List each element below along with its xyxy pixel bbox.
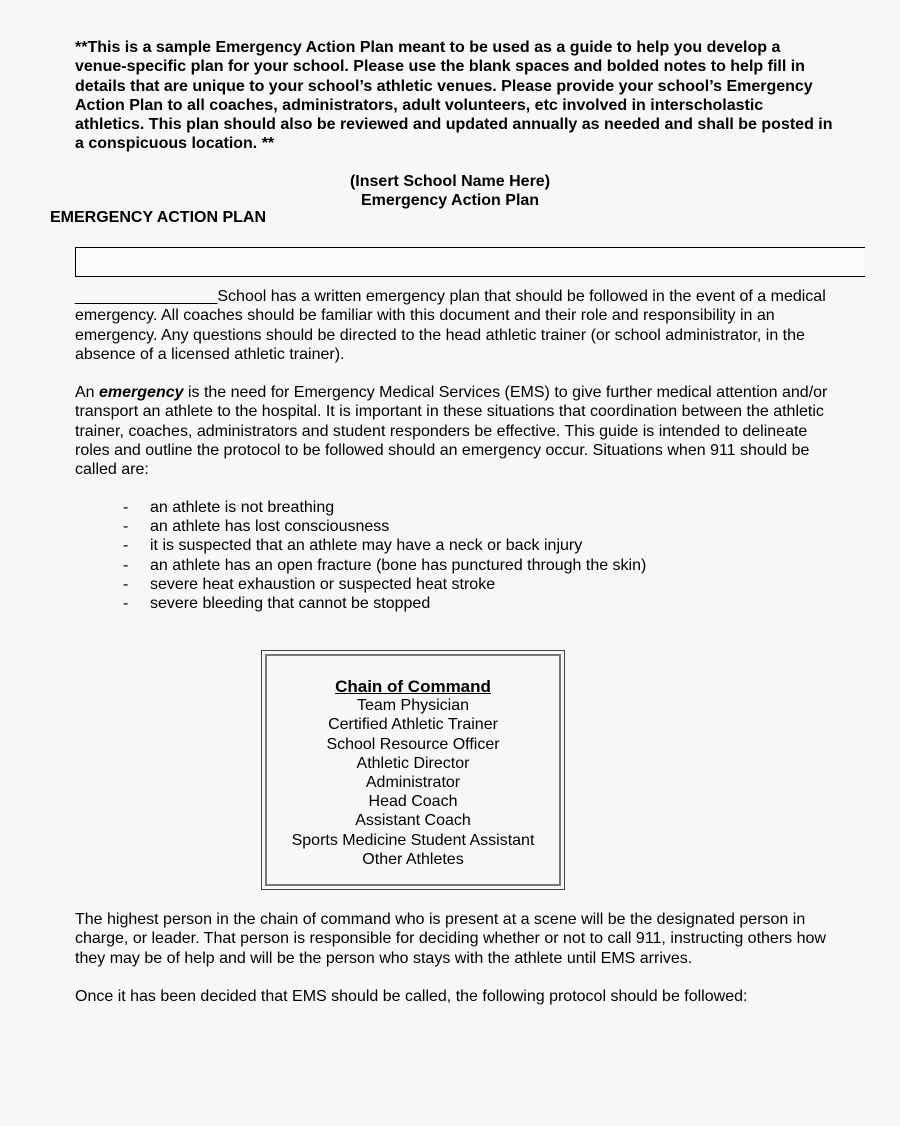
emergency-term: emergency [99,384,184,401]
bullet-dash: - [123,537,129,555]
list-item: - severe heat exhaustion or suspected heat stroke [123,575,496,593]
list-item: - an athlete is not breathing [123,499,335,516]
list-item: Athletic Director [356,754,470,772]
bullet-dash: - [123,499,129,516]
section-heading: EMERGENCY ACTION PLAN [50,209,267,226]
intro-note: **This is a sample Emergency Action Plan meant to be used as a guide to help you develop a venue-specific plan for your school. Please use the blank spaces and bolded notes to help fill in details that are unique to your school’s athletic venues. Please provide your school’s Emergency Action Plan to all coaches, administrators, adult volunteers, etc involved in interscholastic athletics. This plan should also be reviewed and updated annually as needed and shall be posted in a conspicuous location. ** [75,39,833,153]
plan-title: Emergency Action Plan [360,192,540,210]
chain-of-command-box [261,650,565,890]
school-name-placeholder: (Insert School Name Here) [349,173,551,190]
list-item: Head Coach [368,793,458,811]
list-item: Other Athletes [362,850,464,868]
paragraph-protocol-intro: Once it has been decided that EMS should be called, the following protocol should be followed: [75,988,748,1005]
list-item: Team Physician [356,697,470,715]
paragraph-text: is the need for Emergency Medical Services (EMS) to give further medical attention and/or transport an athlete to the hospital. It is important in these situations that coordination between the athletic trainer, coaches, administrators and student responders be effective. This guide is intended to delineate roles and outline the protocol to be followed should an emergency occur. Situations when 911 should be called are: [75,384,828,479]
bullet-dash: - [123,518,129,536]
paragraph-lead: An [75,384,100,401]
paragraph-written-plan [75,287,835,364]
chain-of-command-title: Chain of Command [335,677,491,696]
list-item: Certified Athletic Trainer [328,716,498,734]
bullet-dash: - [123,575,129,593]
situations-list [123,498,646,613]
paragraph-designated-leader: The highest person in the chain of command who is present at a scene will be the designated person in charge, or leader. That person is responsible for deciding whether or not to call 911, instructing others how they may be of help and will be the person who stays with the athlete until EMS arrives. [75,911,826,967]
list-item: - severe bleeding that cannot be stopped [123,595,431,613]
list-item: - an athlete has an open fracture (bone has punctured through the skin) [123,556,647,574]
list-item: Assistant Coach [355,812,471,830]
chain-of-command-content [262,677,564,869]
bullet-dash: - [123,595,129,613]
list-item: School Resource Officer [326,735,500,753]
list-item: - an athlete has lost consciousness [123,518,390,536]
list-item: - it is suspected that an athlete may have a neck or back injury [123,537,583,555]
chain-of-command-list [262,696,564,869]
blank-entry-box[interactable] [75,247,865,277]
school-name-blank[interactable]: ________________ [75,288,218,305]
list-item: Sports Medicine Student Assistant [291,831,535,849]
list-item: Administrator [365,774,461,792]
document-header [0,172,900,211]
paragraph-text: School has a written emergency plan that should be followed in the event of a medical emergency. All coaches should be familiar with this document and their role and responsibility in an emergency. Any questions should be directed to the head athletic trainer (or school administrator, in the absence of a licensed athletic trainer). [75,288,826,363]
paragraph-emergency-definition [75,383,835,479]
bullet-dash: - [123,556,129,574]
